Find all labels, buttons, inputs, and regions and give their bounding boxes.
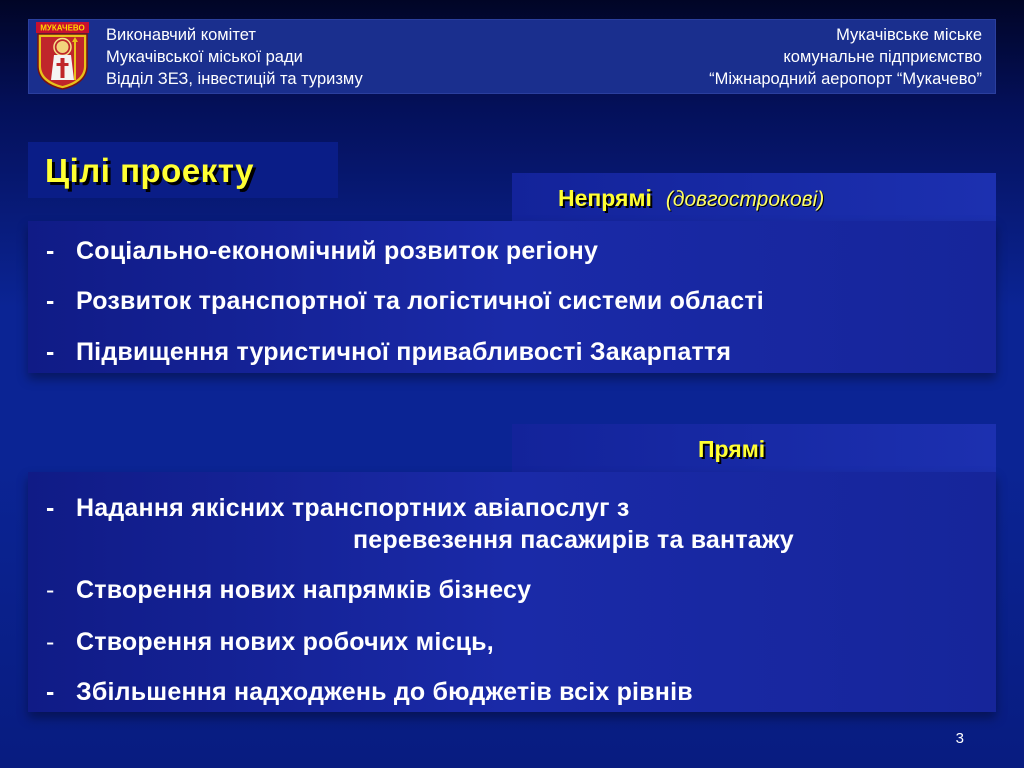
slide-title: Цілі проекту (45, 152, 255, 189)
direct-goals-list (28, 472, 996, 712)
list-item-text: Збільшення надходжень до бюджетів всіх рівнів (76, 678, 693, 706)
bullet-dash: - (46, 678, 55, 706)
org-right-line-1: Мукачівське міське (836, 26, 982, 44)
bullet-dash: - (46, 628, 55, 656)
header-banner (28, 19, 996, 94)
bullet-dash: - (46, 287, 55, 315)
page-number: 3 (955, 730, 964, 747)
list-item-text: Соціально-економічний розвиток регіону (76, 237, 599, 265)
organization-left (106, 24, 363, 90)
organization-right (709, 24, 982, 90)
svg-text:МУКАЧЕВО: МУКАЧЕВО (40, 23, 85, 33)
list-item-text: Створення нових робочих місць, (76, 628, 494, 656)
list-item-continuation: перевезення пасажирів та вантажу (353, 526, 794, 554)
indirect-goals-label: Непрямі (558, 185, 652, 211)
list-item (46, 576, 531, 605)
indirect-goals-list (28, 221, 996, 373)
org-right-line-2: комунальне підприємство (783, 48, 982, 66)
list-item-text: Розвиток транспортної та логістичної системи області (76, 287, 764, 315)
list-item-text: Надання якісних транспортних авіапослуг з (76, 494, 630, 522)
org-left-line-2: Мукачівської міської ради (106, 48, 303, 66)
direct-goals-tab (512, 424, 996, 472)
bullet-dash: - (46, 237, 55, 265)
list-item (46, 494, 630, 523)
bullet-dash: - (46, 338, 55, 366)
bullet-dash: - (46, 494, 55, 522)
bullet-dash: - (46, 576, 55, 604)
city-coat-of-arms-icon (36, 22, 89, 90)
list-item (46, 628, 494, 657)
list-item (46, 237, 598, 266)
indirect-goals-tab (512, 173, 996, 221)
org-left-line-1: Виконавчий комітет (106, 26, 256, 44)
org-right-line-3: “Міжнародний аеропорт “Мукачево” (709, 70, 982, 88)
indirect-goals-note: (довгострокові) (665, 188, 825, 211)
list-item-text: Підвищення туристичної привабливості Закарпаття (76, 338, 732, 366)
org-left-line-3: Відділ ЗЕЗ, інвестицій та туризму (106, 70, 363, 88)
list-item (46, 287, 764, 316)
list-item (46, 338, 731, 367)
indirect-goals-heading (558, 185, 824, 212)
list-item-text: Створення нових напрямків бізнесу (76, 576, 532, 604)
direct-goals-label: Прямі (698, 436, 766, 462)
slide-title-box (28, 142, 338, 198)
list-item (46, 678, 693, 707)
